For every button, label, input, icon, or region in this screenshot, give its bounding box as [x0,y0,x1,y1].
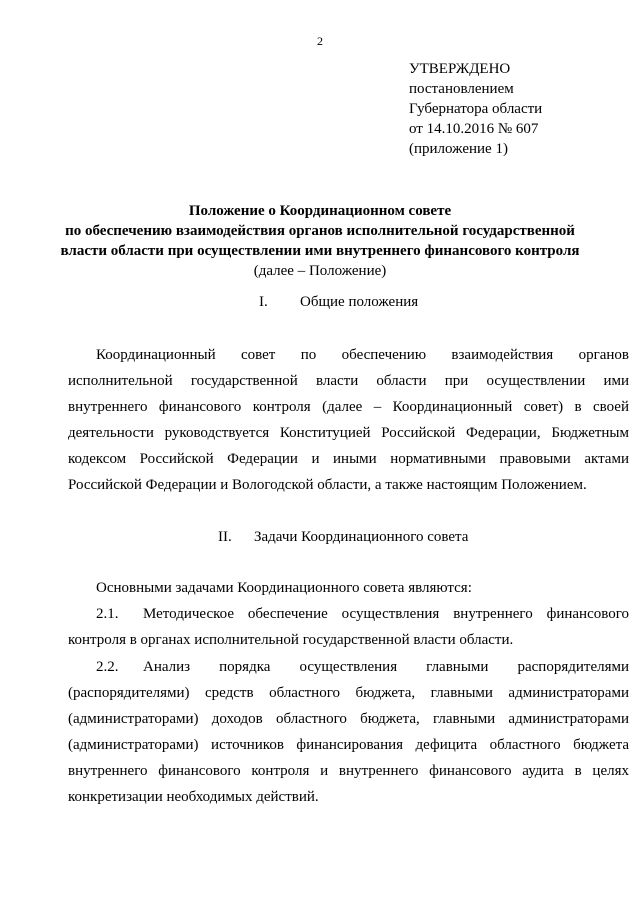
item-number: 2.1. [96,606,119,622]
section-heading: Задачи Координационного совета [254,529,469,545]
approval-line: постановлением [409,81,514,97]
paragraph-line: кодексом Российской Федерации и иными нормативными правовыми актами [68,451,629,467]
item-number: 2.2. [96,659,119,675]
paragraph-line: Координационный совет по обеспечению взаимодействия органов [96,347,629,363]
item-line: конкретизации необходимых действий. [68,789,319,805]
item-line: (администраторами) доходов областного бюджета, главными администраторами [68,711,629,727]
title-line: Положение о Координационном совете [188,203,452,219]
approval-stamp [409,59,542,159]
paragraph-line: исполнительной государственной власти области при осуществлении ими [68,373,629,389]
title-subline: (далее – Положение) [253,263,387,279]
approval-line: УТВЕРЖДЕНО [409,61,511,77]
item-line: Методическое обеспечение осуществления внутреннего финансового [143,606,629,622]
approval-line: Губернатора области [409,101,543,117]
document-title [0,201,640,281]
paragraph-line: Российской Федерации и Вологодской области, а также настоящим Положением. [68,477,587,493]
section-number: II. [218,529,232,545]
page-number: 2 [317,34,323,48]
item-line: Анализ порядка осуществления главными распорядителями [143,659,629,675]
paragraph-line: деятельности руководствуется Конституцией Российской Федерации, Бюджетным [68,425,629,441]
item-line: контроля в органах исполнительной государственной власти области. [68,632,514,648]
paragraph-line: внутреннего финансового контроля (далее – Координационный совет) в своей [68,399,629,415]
title-line: по обеспечению взаимодействия органов исполнительной государственной [65,223,575,239]
section-heading: Общие положения [300,294,419,310]
item-line: внутреннего финансового контроля и внутреннего финансового аудита в целях [68,763,629,779]
approval-line: (приложение 1) [409,141,508,157]
section-intro: Основными задачами Координационного совета являются: [96,580,472,596]
item-line: (администраторами) источников финансирования дефицита областного бюджета [68,737,629,753]
approval-line: от 14.10.2016 № 607 [409,121,539,137]
item-line: (распорядителями) средств областного бюджета, главными администраторами [68,685,629,701]
title-line: власти области при осуществлении ими внутреннего финансового контроля [60,243,580,259]
section-number: I. [259,294,268,310]
